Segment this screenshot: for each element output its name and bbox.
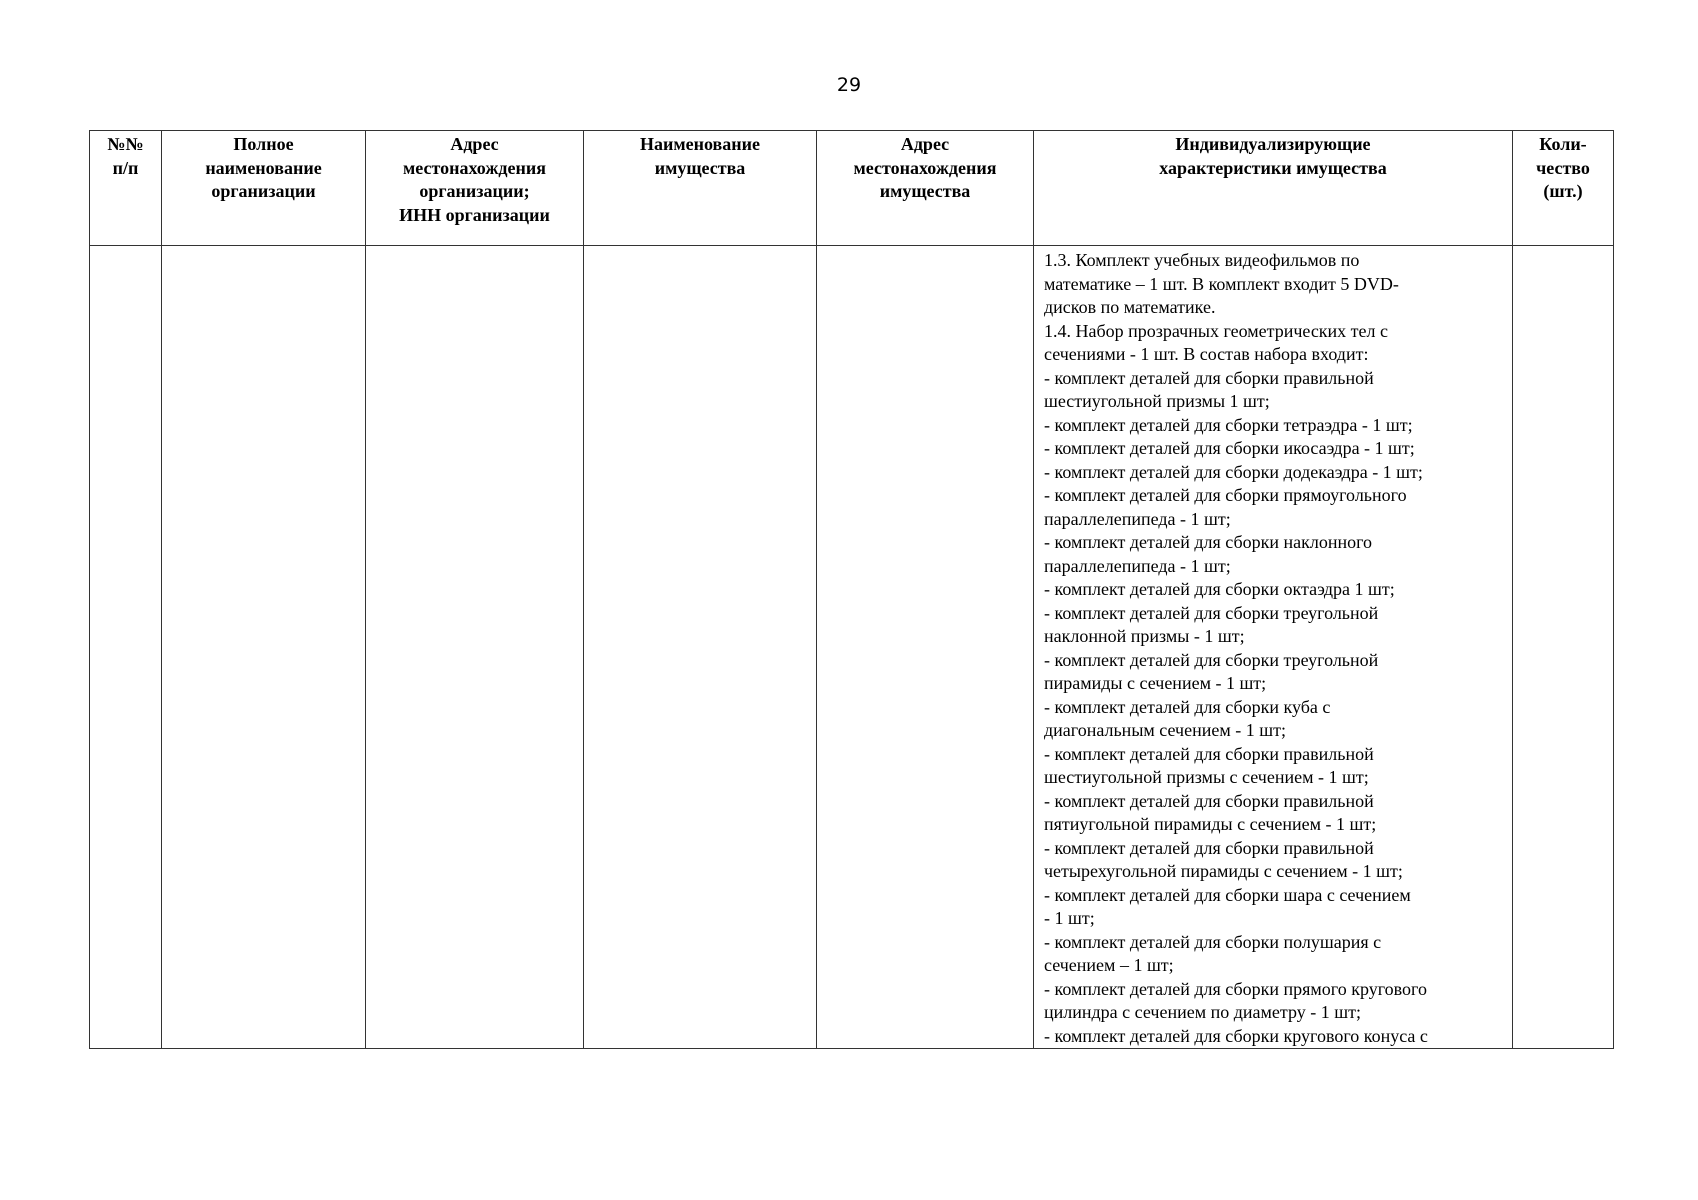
characteristics-line: параллелепипеда - 1 шт; [1044,508,1231,529]
characteristics-line: - комплект деталей для сборки кругового конуса с [1044,1025,1428,1046]
characteristics-line: пирамиды с сечением - 1 шт; [1044,673,1267,693]
characteristics-line: диагональным сечением - 1 шт; [1044,720,1286,740]
header-characteristics: Индивидуализирующие характеристики имущества [1034,131,1513,246]
characteristics-line: - комплект деталей для сборки икосаэдра - 1 шт; [1044,438,1415,458]
characteristics-line: - комплект деталей для сборки прямоугольного [1044,485,1407,505]
characteristics-line: - комплект деталей для сборки тетраэдра - 1 шт; [1044,414,1413,435]
characteristics-line: - комплект деталей для сборки правильной [1044,790,1374,811]
header-organization-name: Полное наименование организации [162,131,366,246]
table-row [90,246,1614,1049]
characteristics-line: - комплект деталей для сборки октаэдра 1 шт; [1044,579,1395,599]
characteristics-line: цилиндра с сечением по диаметру - 1 шт; [1044,1002,1361,1022]
cell-number [90,246,162,1049]
characteristics-line: сечениями - 1 шт. В состав набора входит: [1044,344,1369,364]
property-table [89,130,1614,1049]
characteristics-line: сечением – 1 шт; [1044,955,1174,975]
characteristics-line: - 1 шт; [1044,908,1095,928]
header-property-address: Адрес местонахождения имущества [817,131,1034,246]
header-number: №№ п/п [90,131,162,246]
cell-organization-name [162,246,366,1049]
characteristics-line: - комплект деталей для сборки правильной [1044,837,1374,858]
cell-characteristics [1034,246,1513,1049]
characteristics-line: математике – 1 шт. В комплект входит 5 DVD- [1044,273,1399,294]
characteristics-line: - комплект деталей для сборки треугольной [1044,602,1379,623]
characteristics-line: - комплект деталей для сборки куба с [1044,696,1331,717]
characteristics-line: 1.3. Комплект учебных видеофильмов по [1044,250,1360,270]
cell-property-address [817,246,1034,1049]
characteristics-line: наклонной призмы - 1 шт; [1044,626,1245,646]
characteristics-line: - комплект деталей для сборки треугольной [1044,649,1379,670]
characteristics-line: - комплект деталей для сборки наклонного [1044,532,1373,552]
characteristics-line: - комплект деталей для сборки шара с сечением [1044,884,1411,905]
page-number: 29 [836,74,862,96]
characteristics-line: дисков по математике. [1044,297,1216,317]
header-organization-address: Адрес местонахождения организации; ИНН организации [366,131,584,246]
characteristics-line: - комплект деталей для сборки правильной [1044,743,1374,764]
characteristics-line: пятиугольной пирамиды с сечением - 1 шт; [1044,814,1377,834]
characteristics-line: - комплект деталей для сборки додекаэдра - 1 шт; [1044,461,1423,482]
characteristics-line: - комплект деталей для сборки прямого кругового [1044,978,1427,999]
cell-quantity [1513,246,1614,1049]
header-row [90,131,1614,246]
characteristics-line: шестиугольной призмы с сечением - 1 шт; [1044,767,1369,787]
cell-organization-address [366,246,584,1049]
characteristics-line: 1.4. Набор прозрачных геометрических тел с [1044,320,1389,341]
characteristics-line: шестиугольной призмы 1 шт; [1044,391,1270,411]
header-quantity: Коли- чество (шт.) [1513,131,1614,246]
characteristics-line: - комплект деталей для сборки полушария с [1044,931,1382,952]
cell-property-name [584,246,817,1049]
characteristics-line: - комплект деталей для сборки правильной [1044,367,1374,388]
characteristics-line: четырехугольной пирамиды с сечением - 1 шт; [1044,861,1403,881]
header-property-name: Наименование имущества [584,131,817,246]
characteristics-text [1034,246,1512,1048]
characteristics-line: параллелепипеда - 1 шт; [1044,555,1231,576]
